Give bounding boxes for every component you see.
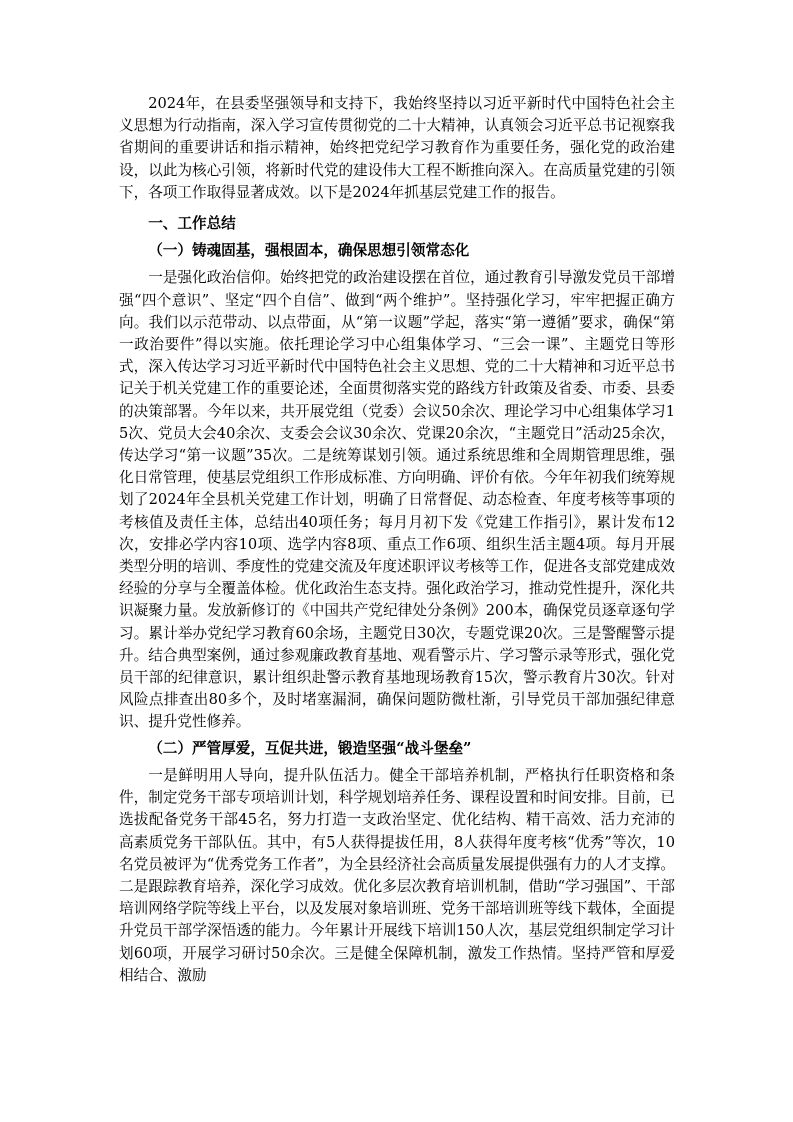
subsection-1-paragraph: 一是强化政治信仰。始终把党的政治建设摆在首位，通过教育引导激发党员干部增强“四个意识”、坚定“四个自信”、做到“两个维护”。坚持强化学习，牢牢把握正确方向。我们以示范带动、以点带面，从“第一议题”学起，落实“第一遵循”要求，确保“第一政治要件”得以实施。依托理论学习中心组集体学习、“三会一课”、主题党日等形式，深入传达学习习近平新时代中国特色社会主义思想、党的二十大精神和习近平总书记关于机关党建工作的重要论述，全面贯彻落实党的路线方针政策及省委、市委、县委的决策部署。今年以来，共开展党组（党委）会议50余次、理论学习中心组集体学习15次、党员大会40余次、支委会会议30余次、党课20余次，“主题党日”活动25余次，传达学习“第一议题”35次。二是统筹谋划引领。通过系统思维和全周期管理思维，强化日常管理，使基层党组织工作形成标准、方向明确、评价有依。今年年初我们统筹规划了2024年全县机关党建工作计划，明确了日常督促、动态检查、年度考核等事项的考核值及责任主体，总结出40项任务；每月月初下发《党建工作指引》，累计发布12次，安排必学内容10项、选学内容8项、重点工作6项、组织生活主题4项。每月开展类型分明的培训、季度性的党建交流及年度述职评议考核等工作，促进各支部党建成效经验的分享与全覆盖体检。优化政治生态支持。强化政治学习，推动党性提升，深化共识凝聚力量。发放新修订的《中国共产党纪律处分条例》200本，确保党员逐章逐句学习。累计举办党纪学习教育60余场，主题党日30次，专题党课20次。三是警醒警示提升。结合典型案例，通过参观廉政教育基地、观看警示片、学习警示录等形式，强化党员干部的纪律意识，累计组织赴警示教育基地现场教育15次，警示教育片30次。针对风险点排查出80多个，及时堵塞漏洞，确保问题防微杜渐，引导党员干部加强纪律意识、提升党性修养。 [119, 269, 675, 731]
subsection-heading-1: （一）铸魂固基，强根固本，确保思想引领常态化 [148, 242, 470, 260]
intro-paragraph: 2024年，在县委坚强领导和支持下，我始终坚持以习近平新时代中国特色社会主义思想为行动指南，深入学习宣传贯彻党的二十大精神，认真领会习近平总书记视察我省期间的重要讲话和指示精神，始终把党纪学习教育作为重要任务，强化党的政治建设，以此为核心引领，将新时代党的建设伟大工程不断推向深入。在高质量党建的引领下，各项工作取得显著成效。以下是2024年抓基层党建工作的报告。 [119, 95, 675, 201]
subsection-2-paragraph: 一是鲜明用人导向，提升队伍活力。健全干部培养机制，严格执行任职资格和条件，制定党务干部专项培训计划，科学规划培养任务、课程设置和时间安排。目前，已选拔配备党务干部45名，努力打造一支政治坚定、优化结构、精干高效、活力充沛的高素质党务干部队伍。其中，有5人获得提拔任用，8人获得年度考核“优秀”等次，10名党员被评为“优秀党务工作者”，为全县经济社会高质量发展提供强有力的人才支撑。二是跟踪教育培养，深化学习成效。优化多层次教育培训机制，借助“学习强国”、干部培训网络学院等线上平台，以及发展对象培训班、党务干部培训班等线下载体，全面提升党员干部学深悟透的能力。今年累计开展线下培训150人次，基层党组织制定学习计划60项，开展学习研讨50余次。三是健全保障机制，激发工作热情。坚持严管和厚爱相结合、激励 [119, 766, 675, 984]
subsection-heading-2: （二）严管厚爱，互促共进，锻造坚强“战斗堡垒” [148, 739, 472, 757]
document-body [119, 93, 675, 991]
section-heading-work-summary: 一、工作总结 [148, 215, 236, 233]
